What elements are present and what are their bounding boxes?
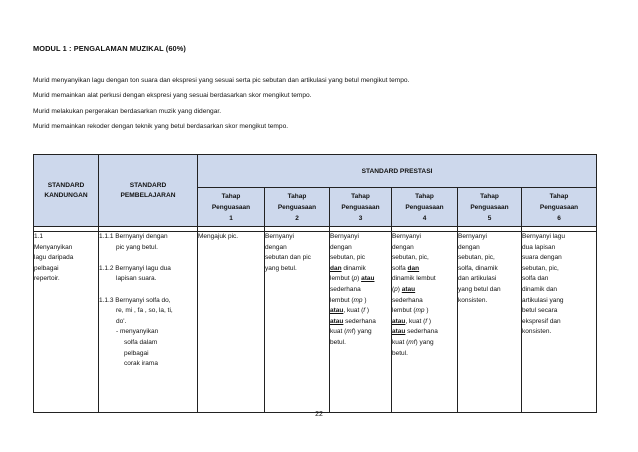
standard-table (33, 154, 597, 413)
header-standard-pembelajaran: STANDARD PEMBELAJARAN (99, 155, 198, 227)
cell-tahap-2: Bernyanyi dengan sebutan dan pic yang betul. (265, 232, 330, 413)
cell-tahap-1: Mengajuk pic. (198, 232, 265, 413)
objectives-list (33, 73, 613, 135)
cell-standard-kandungan: 1.1 Menyanyikan lagu daripada pelbagai repertoir. (34, 232, 99, 413)
objective-item: Murid memainkan alat perkusi dengan ekspresi yang sesuai berdasarkan skor mengikut tempo. (33, 92, 312, 100)
objective-item: Murid melakukan pergerakan berdasarkan muzik yang didengar. (33, 107, 222, 115)
cell-tahap-5: Bernyanyi dengan sebutan, pic, solfa, dinamik dan artikulasi yang betul dan konsisten. (458, 232, 522, 413)
header-standard-prestasi: STANDARD PRESTASI (198, 155, 597, 188)
cell-tahap-4: Bernyanyi dengan sebutan, pic, solfa dan dinamik lembut (p) atau sederhana lembut (mp ) atau, kuat (f ) atau sederhana kuat (mf) yang betul. (392, 232, 458, 413)
table-row (34, 232, 597, 413)
header-standard-kandungan: STANDARD KANDUNGAN (34, 155, 99, 227)
page-title: MODUL 1 : PENGALAMAN MUZIKAL (60%) (33, 44, 186, 53)
cell-tahap-6: Bernyanyi lagu dua lapisan suara dengan sebutan, pic, solfa dan dinamik dan artikulasi yang betul secara ekspresif dan konsisten. (522, 232, 597, 413)
header-tahap-2: Tahap Penguasaan 2 (265, 188, 330, 227)
header-tahap-6: Tahap Penguasaan 6 (522, 188, 597, 227)
objective-item: Murid memainkan rekoder dengan teknik yang betul berdasarkan skor mengikut tempo. (33, 123, 289, 131)
page-number: 22 (315, 411, 323, 418)
header-tahap-4: Tahap Penguasaan 4 (392, 188, 458, 227)
cell-tahap-3: Bernyanyi dengan sebutan, pic dan dinamik lembut (p) atau sederhana lembut (mp ) atau, kuat (f ) atau sederhana kuat (mf) yang betul. (330, 232, 392, 413)
objective-item: Murid menyanyikan lagu dengan ton suara dan ekspresi yang sesuai serta pic sebutan dan artikulasi yang betul mengikut tempo. (33, 77, 410, 84)
header-tahap-3: Tahap Penguasaan 3 (330, 188, 392, 227)
header-tahap-5: Tahap Penguasaan 5 (458, 188, 522, 227)
header-tahap-1: Tahap Penguasaan 1 (198, 188, 265, 227)
cell-standard-pembelajaran: 1.1.1 Bernyanyi dengan pic yang betul. 1.1.2 Bernyanyi lagu dua lapisan suara. 1.1.3 Bernyanyi solfa do, re, mi , fa , so, la, ti, do'. - menyanyikan solfa dalam pelbagai corak irama (99, 232, 198, 413)
